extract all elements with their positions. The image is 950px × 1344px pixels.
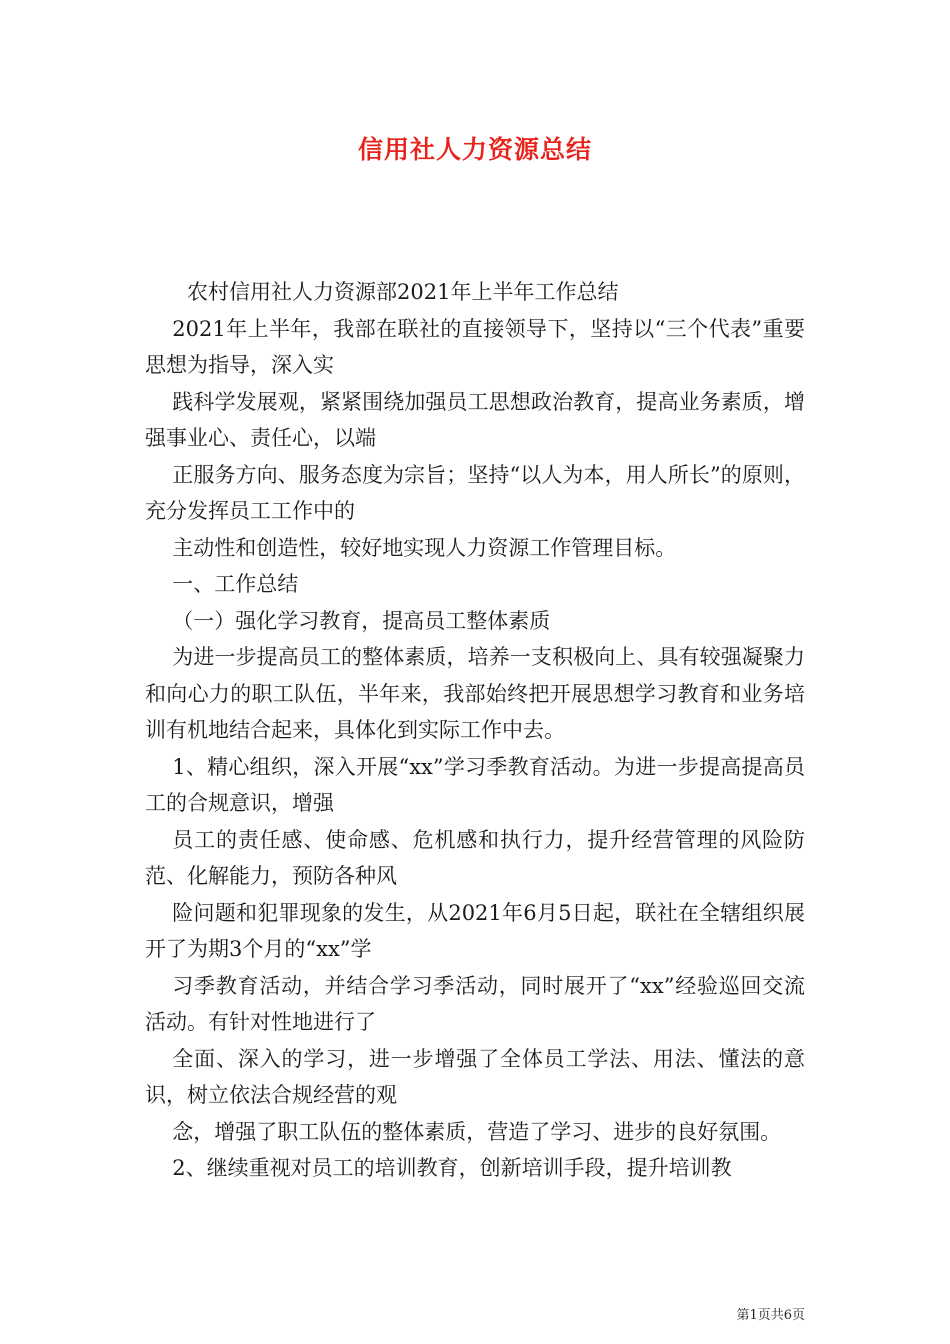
paragraph-heading: 农村信用社人力资源部2021年上半年工作总结 (187, 280, 619, 304)
document-body (145, 274, 805, 1187)
paragraph: 全面、深入的学习，进一步增强了全体员工学法、用法、懂法的意识，树立依法合规经营的观 (145, 1046, 805, 1107)
paragraph: 主动性和创造性，较好地实现人力资源工作管理目标。 (172, 535, 677, 560)
subsection-heading: （一）强化学习教育，提高员工整体素质 (172, 608, 551, 633)
section-heading: 一、工作总结 (172, 572, 299, 596)
page-title: 信用社人力资源总结 (357, 135, 592, 164)
paragraph: 正服务方向、服务态度为宗旨；坚持“以人为本，用人所长”的原则，充分发挥员工工作中的 (145, 462, 805, 523)
paragraph: 习季教育活动，并结合学习季活动，同时展开了“xx”经验巡回交流活动。有针对性地进行了 (145, 973, 805, 1034)
page-number: 第1页共6页 (736, 1308, 805, 1323)
paragraph: 险问题和犯罪现象的发生，从2021年6月5日起，联社在全辖组织展开了为期3个月的“xx”学 (145, 900, 805, 961)
paragraph: 念，增强了职工队伍的整体素质，营造了学习、进步的良好氛围。 (172, 1119, 782, 1144)
paragraph: 2、继续重视对员工的培训教育，创新培训手段，提升培训教 (172, 1156, 732, 1180)
paragraph: 2021年上半年，我部在联社的直接领导下，坚持以“三个代表”重要思想为指导，深入实 (145, 316, 805, 377)
paragraph: 1、精心组织，深入开展“xx”学习季教育活动。为进一步提高提高员工的合规意识，增强 (145, 754, 805, 815)
paragraph: 为进一步提高员工的整体素质，培养一支积极向上、具有较强凝聚力和向心力的职工队伍，半年来，我部始终把开展思想学习教育和业务培训有机地结合起来，具体化到实际工作中去。 (145, 645, 805, 742)
paragraph: 员工的责任感、使命感、危机感和执行力，提升经营管理的风险防范、化解能力，预防各种风 (145, 827, 805, 888)
paragraph: 践科学发展观，紧紧围绕加强员工思想政治教育，提高业务素质，增强事业心、责任心，以端 (145, 389, 805, 450)
